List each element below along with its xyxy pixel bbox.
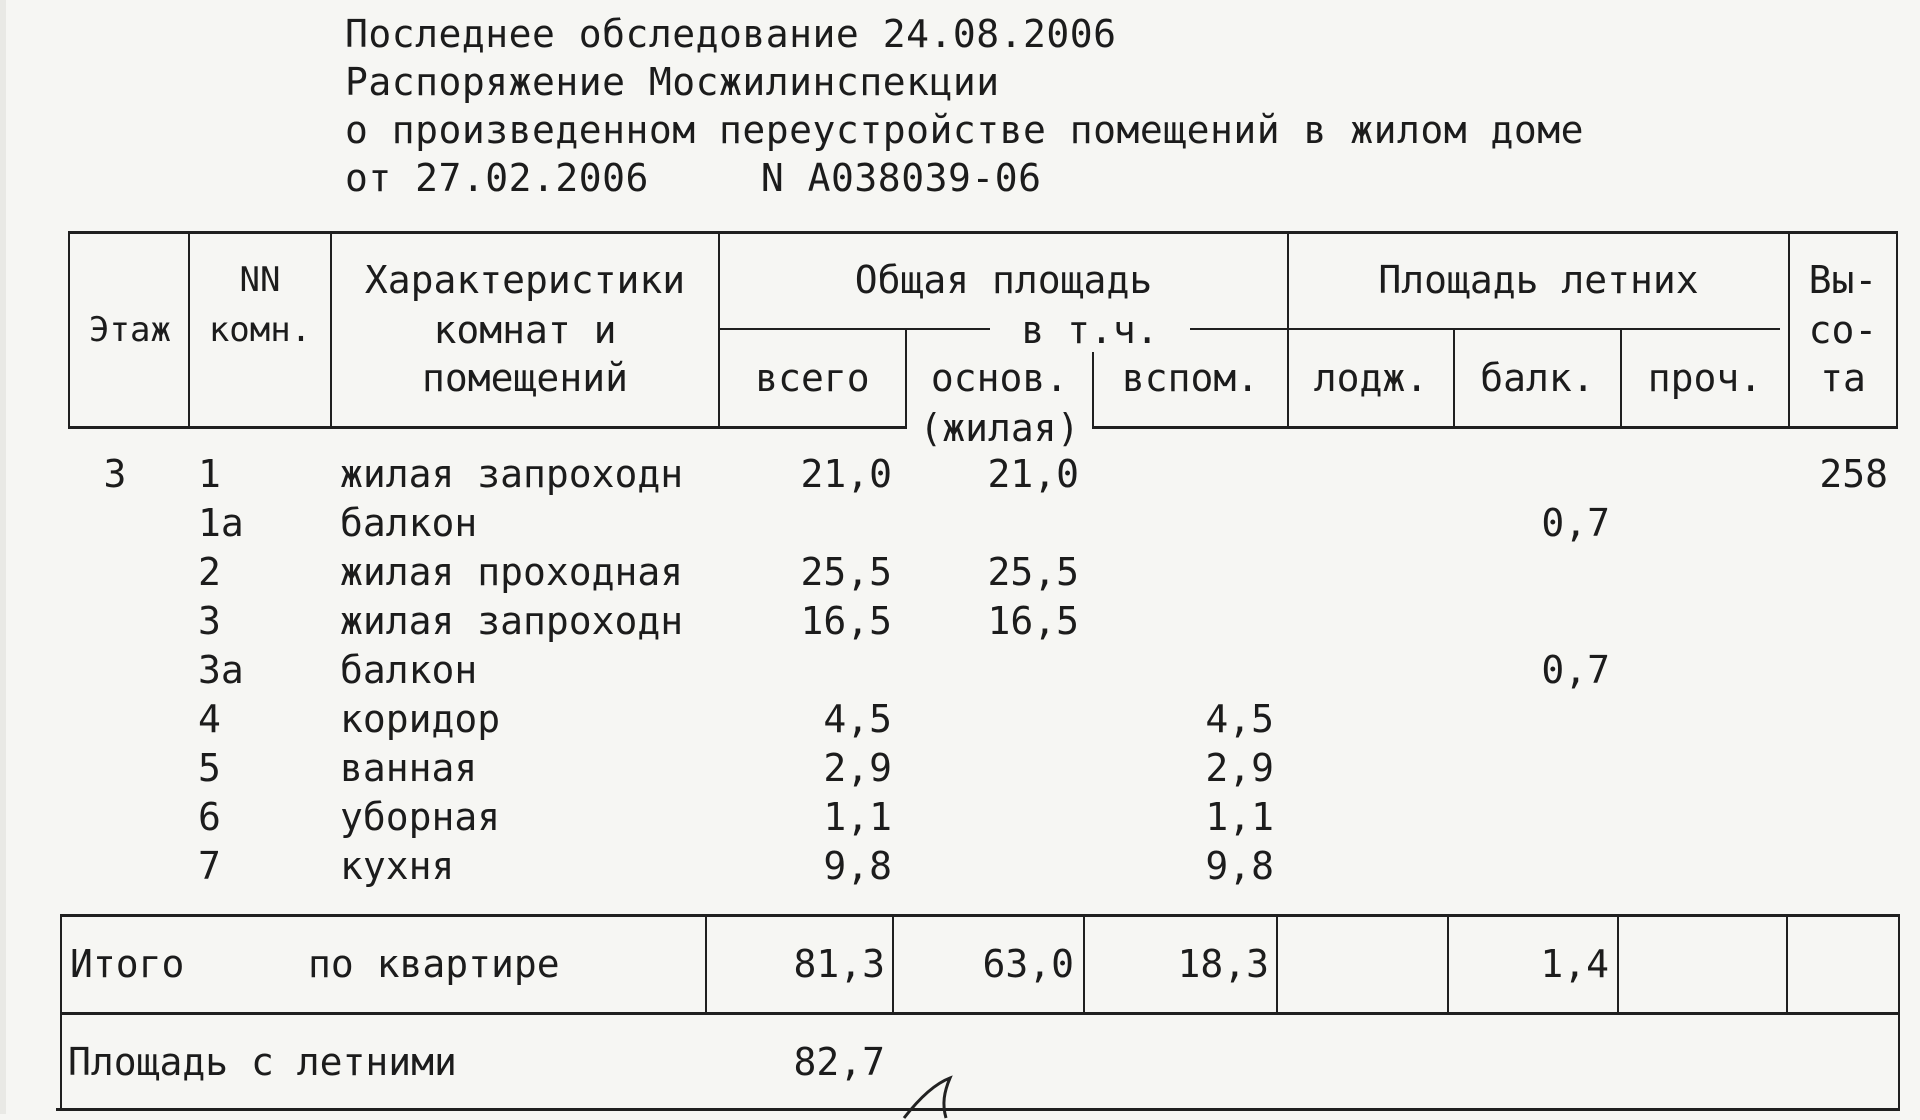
room-name: жилая запроходн bbox=[340, 452, 684, 496]
room-main-area: 21,0 bbox=[987, 452, 1079, 496]
room-height: 258 bbox=[1819, 452, 1888, 496]
room-number: 5 bbox=[198, 746, 221, 790]
header-floor: Этаж bbox=[89, 310, 171, 350]
header-characteristics-3: помещений bbox=[422, 356, 628, 400]
header-room-no-2: комн. bbox=[208, 310, 312, 350]
room-aux-area: 4,5 bbox=[1205, 697, 1274, 741]
col-border bbox=[60, 914, 62, 1110]
room-number: 3 bbox=[198, 599, 221, 643]
with-summer-value: 82,7 bbox=[793, 1040, 885, 1084]
header-other: проч. bbox=[1647, 356, 1763, 400]
room-total-area: 2,9 bbox=[823, 746, 892, 790]
order-number: N A038039-06 bbox=[760, 156, 1042, 200]
col-border bbox=[1786, 914, 1788, 1014]
room-aux-area: 1,1 bbox=[1205, 795, 1274, 839]
room-name: коридор bbox=[340, 697, 501, 741]
room-aux-area: 2,9 bbox=[1205, 746, 1274, 790]
header-balcony: балк. bbox=[1480, 356, 1595, 400]
header-height-3: та bbox=[1820, 356, 1866, 400]
totals-label-apartment: по квартире bbox=[308, 942, 560, 986]
header-height-2: со- bbox=[1808, 308, 1878, 352]
signature-mark bbox=[900, 1070, 990, 1120]
room-total-area: 1,1 bbox=[823, 795, 892, 839]
header-summer-area: Площадь летних bbox=[1378, 258, 1699, 302]
room-number: 1a bbox=[198, 501, 244, 545]
room-number: 6 bbox=[198, 795, 221, 839]
scan-edge bbox=[0, 0, 6, 1114]
header-including: в т.ч. bbox=[990, 308, 1190, 352]
room-total-area: 16,5 bbox=[800, 599, 892, 643]
room-number: 7 bbox=[198, 844, 221, 888]
floor-number: 3 bbox=[103, 452, 127, 496]
with-summer-label: Площадь с летними bbox=[68, 1040, 457, 1084]
totals-total: 81,3 bbox=[793, 942, 885, 986]
totals-balcony: 1,4 bbox=[1540, 942, 1609, 986]
document-header bbox=[345, 10, 1584, 202]
header-total: всего bbox=[755, 356, 870, 400]
header-main-living: (жилая) bbox=[907, 406, 1092, 450]
totals-label: Итого bbox=[70, 942, 185, 986]
room-total-area: 4,5 bbox=[823, 697, 892, 741]
room-number: 4 bbox=[198, 697, 221, 741]
totals-aux: 18,3 bbox=[1177, 942, 1269, 986]
header-characteristics-1: Характеристики bbox=[364, 258, 686, 302]
room-number: 1 bbox=[198, 452, 221, 496]
col-border bbox=[1896, 231, 1898, 428]
col-border bbox=[1617, 914, 1619, 1014]
header-top-border bbox=[68, 231, 1898, 234]
order-date: от 27.02.2006 bbox=[345, 156, 649, 200]
col-border bbox=[1276, 914, 1278, 1014]
header-total-area: Общая площадь bbox=[854, 258, 1153, 302]
room-balcony-area: 0,7 bbox=[1541, 648, 1610, 692]
totals-main: 63,0 bbox=[982, 942, 1074, 986]
col-border bbox=[68, 231, 70, 428]
room-total-area: 21,0 bbox=[800, 452, 892, 496]
last-survey-line: Последнее обследование 24.08.2006 bbox=[345, 12, 1117, 56]
header-auxiliary: вспом. bbox=[1121, 356, 1260, 400]
header-room-no-1: NN bbox=[239, 260, 281, 300]
col-border bbox=[1898, 914, 1900, 1110]
room-aux-area: 9,8 bbox=[1205, 844, 1274, 888]
room-name: балкон bbox=[340, 648, 478, 692]
room-name: жилая запроходн bbox=[340, 599, 684, 643]
totals-top-border bbox=[60, 914, 1900, 917]
order-subject-line: о произведенном переустройстве помещений в жилом доме bbox=[345, 108, 1585, 152]
header-main: основ. bbox=[930, 356, 1069, 400]
header-loggia: лодж. bbox=[1313, 356, 1429, 400]
room-number: 2 bbox=[198, 550, 221, 594]
room-main-area: 25,5 bbox=[987, 550, 1079, 594]
room-main-area: 16,5 bbox=[987, 599, 1079, 643]
room-name: уборная bbox=[340, 795, 501, 839]
header-characteristics-2: комнат и bbox=[433, 308, 617, 352]
room-name: балкон bbox=[340, 501, 478, 545]
room-name: кухня bbox=[340, 844, 455, 888]
totals-bottom-border bbox=[60, 1012, 1900, 1015]
room-name: жилая проходная bbox=[340, 550, 684, 594]
room-total-area: 25,5 bbox=[800, 550, 892, 594]
room-number: 3a bbox=[198, 648, 244, 692]
order-date-line bbox=[345, 154, 1584, 202]
room-name: ванная bbox=[340, 746, 478, 790]
room-total-area: 9,8 bbox=[823, 844, 892, 888]
header-height-1: Вы- bbox=[1808, 258, 1878, 302]
room-balcony-area: 0,7 bbox=[1541, 501, 1610, 545]
order-issuer-line: Распоряжение Мосжилинспекции bbox=[345, 60, 1000, 104]
